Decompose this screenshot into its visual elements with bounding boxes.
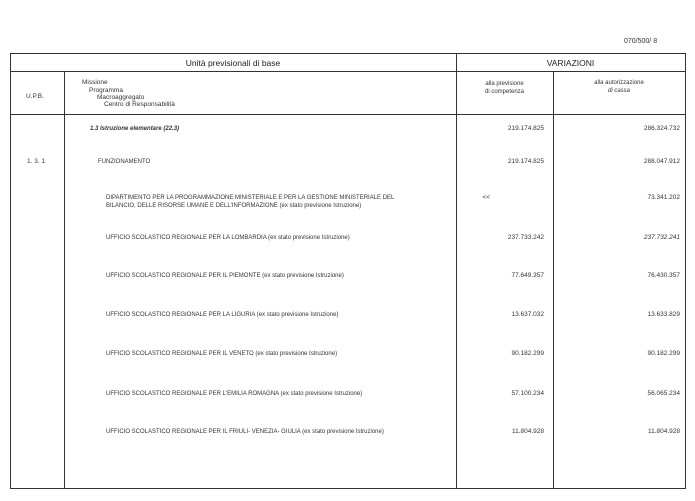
hierarchy-macroaggregato: Macroaggregato xyxy=(97,94,145,101)
col-competenza-label xyxy=(456,80,553,96)
table-row-desc: UFFICIO SCOLASTICO REGIONALE PER IL VENETO (ex stato previsione Istruzione) xyxy=(106,351,338,357)
col-competenza-line1: alla previsione xyxy=(485,81,524,87)
upb-section-title: Unità previsionali di base xyxy=(185,58,281,68)
row-competenza-value: 90.182.299 xyxy=(511,350,544,357)
row-competenza-value: 57.100.234 xyxy=(511,390,544,397)
row-competenza-value: << xyxy=(482,194,490,201)
col-cassa-line2: di cassa xyxy=(607,88,630,94)
table-row-desc: UFFICIO SCOLASTICO REGIONALE PER L'EMILIA ROMAGNA (ex stato previsione Istruzione) xyxy=(106,391,363,397)
upb-column-divider xyxy=(64,71,65,489)
page-reference: 070/500/ 8 xyxy=(624,38,658,45)
row-cassa-value: 73.341.202 xyxy=(647,194,680,201)
row-cassa-value: 76.430.357 xyxy=(647,272,680,279)
row-cassa-value: 56.065.234 xyxy=(647,390,680,397)
subheader-separator xyxy=(10,114,686,115)
row-upb-code: 1. 3. 1 xyxy=(27,158,46,165)
table-left-border xyxy=(10,53,11,489)
table-row-desc: FUNZIONAMENTO xyxy=(98,159,151,165)
variazioni-title: VARIAZIONI xyxy=(546,58,595,68)
col-cassa-label xyxy=(553,79,685,95)
row-competenza-value: 77.649.357 xyxy=(511,272,544,279)
table-row-desc: UFFICIO SCOLASTICO REGIONALE PER IL PIEMONTE (ex stato previsione Istruzione) xyxy=(106,273,344,279)
upb-label: U.P.B. xyxy=(26,93,44,100)
table-row-title: 1.3 Istruzione elementare (22.3) xyxy=(90,126,180,132)
table-row-desc: UFFICIO SCOLASTICO REGIONALE PER LA LIGURIA (ex stato previsione Istruzione) xyxy=(106,312,339,318)
row-competenza-value: 11.804.928 xyxy=(511,428,544,435)
table-row-desc: UFFICIO SCOLASTICO REGIONALE PER IL FRIULI- VENEZIA- GIULIA (ex stato previsione Istruzione) xyxy=(106,429,384,435)
row-competenza-value: 219.174.825 xyxy=(507,158,544,165)
col-competenza-line2: di competenza xyxy=(484,89,525,95)
hierarchy-programma: Programma xyxy=(89,87,123,94)
header-separator xyxy=(10,71,686,72)
hierarchy-centro: Centro di Responsabilità xyxy=(104,101,175,108)
hierarchy-missione: Missione xyxy=(82,79,108,86)
row-cassa-value: 90.182.299 xyxy=(647,350,680,357)
row-cassa-value: 13.633.829 xyxy=(647,311,680,318)
row-cassa-value: 11.804.928 xyxy=(647,428,680,435)
row-cassa-value: 286.324.732 xyxy=(643,125,680,132)
row-cassa-value: 288.047.912 xyxy=(643,158,680,165)
table-row-desc: UFFICIO SCOLASTICO REGIONALE PER LA LOMBARDIA (ex stato previsione Istruzione) xyxy=(106,235,350,241)
cassa-column-divider xyxy=(553,71,554,489)
table-right-border xyxy=(685,53,686,489)
row-competenza-value: 219.174.825 xyxy=(507,125,544,132)
table-bottom-border xyxy=(10,488,686,489)
table-row-desc: DIPARTIMENTO PER LA PROGRAMMAZIONE MINISTERIALE E PER LA GESTIONE MINISTERIALE DEL BILANCIO, DELLE RISORSE UMANE E DELL'INFORMAZIONE (ex stato previsione Istruzione) xyxy=(106,195,395,209)
row-cassa-value: 237.732.241 xyxy=(643,234,680,241)
row-competenza-value: 13.637.032 xyxy=(511,311,544,318)
variazioni-column-divider xyxy=(456,53,457,489)
table-top-border xyxy=(10,53,686,54)
col-cassa-line1: alla autorizzazione xyxy=(594,80,644,86)
row-competenza-value: 237.733.242 xyxy=(507,234,544,241)
